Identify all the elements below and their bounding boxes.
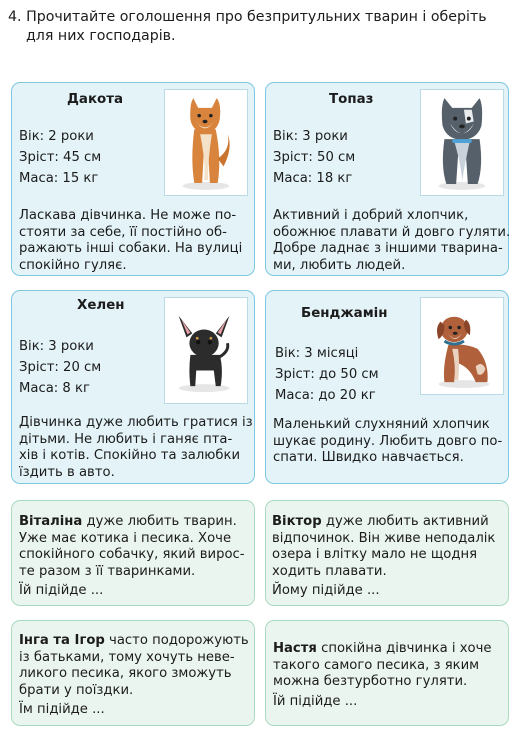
owner-card-nastia — [265, 620, 509, 726]
dog-age: Вік: 2 роки — [19, 129, 94, 144]
dog-weight: Маса: 8 кг — [19, 381, 90, 396]
owner-name: Віталіна — [19, 514, 83, 529]
dog-name: Бенджамін — [301, 306, 388, 321]
dog-age: Вік: 3 роки — [273, 129, 348, 144]
owner-text: Інга та Ігор часто подорожують із батьками, тому хочуть неве- ликого песика, якого зможуть брати у поїздки. Їм підійде ... — [19, 633, 249, 717]
dog-weight: Маса: 18 кг — [273, 171, 353, 186]
dog-name: Топаз — [329, 92, 374, 107]
task-number: 4. — [8, 9, 22, 25]
task-instruction — [8, 8, 518, 46]
dog-stats — [19, 336, 101, 399]
dog-stats — [275, 343, 379, 406]
owner-answer-prompt: Їй підійде ... — [19, 583, 104, 598]
dog-stats — [19, 126, 101, 189]
dog-weight: Маса: 15 кг — [19, 171, 99, 186]
owner-text: Віталіна дуже любить тварин. Уже має котика і песика. Хоче спокійного собачку, який вирос- те разом з її тваринками. Їй підійде ... — [19, 514, 245, 598]
task-text-line2: для них господарів. — [26, 28, 176, 44]
task-text-line1: Прочитайте оголошення про безпритульних тварин і оберіть — [26, 9, 487, 25]
owner-name: Віктор — [272, 514, 322, 529]
owner-card-viktor — [265, 500, 509, 606]
dog-height: Зріст: 20 см — [19, 360, 102, 375]
dog-description: Дівчинка дуже любить гратися із дітьми. Не любить і ганяє пта- хів і котів. Спокійно та залюбки їздить в авто. — [19, 415, 253, 480]
owner-answer-prompt: Їй підійде ... — [273, 693, 358, 709]
dog-card-dakota — [11, 82, 255, 276]
owner-answer-prompt: Йому підійде ... — [272, 583, 380, 598]
dog-card-benjamin — [265, 290, 509, 484]
owner-card-vitalina — [11, 500, 255, 606]
dog-name: Хелен — [77, 298, 125, 313]
chihuahua-dog-icon — [164, 297, 248, 404]
owner-text: Віктор дуже любить активний відпочинок. Він живе неподалік озера і влітку мало не щодня ходить плавати. Йому підійде ... — [272, 514, 496, 598]
shiba-dog-icon — [164, 89, 248, 196]
husky-dog-icon — [420, 89, 504, 196]
dog-weight: Маса: до 20 кг — [275, 388, 376, 403]
dog-height: Зріст: до 50 см — [275, 367, 379, 382]
dog-card-topaz — [265, 82, 509, 276]
owner-name: Інга та Ігор — [19, 633, 105, 648]
owner-answer-prompt: Їм підійде ... — [19, 702, 105, 717]
puppy-dog-icon — [420, 297, 504, 395]
dog-age: Вік: 3 роки — [19, 339, 94, 354]
owner-text: Настя спокійна дівчинка і хоче такого самого песика, з яким можна безтурботно гуляти. Їй підійде ... — [273, 641, 492, 709]
owner-card-inga-ihor — [11, 620, 255, 726]
dog-name: Дакота — [67, 92, 124, 107]
dog-height: Зріст: 45 см — [19, 150, 102, 165]
dog-card-helen — [11, 290, 255, 484]
dog-age: Вік: 3 місяці — [275, 346, 359, 361]
dog-description: Ласкава дівчинка. Не може по- стояти за себе, її постійно об- ражають інші собаки. На вулиці спокійно гуляє. — [19, 208, 243, 273]
dog-description: Активний і добрий хлопчик, обожнює плавати й довго гуляти. Добре ладнає з іншими тварина- ми, любить людей. — [273, 208, 511, 273]
dog-description: Маленький слухняний хлопчик шукає родину. Любить довго по- спати. Швидко навчається. — [273, 417, 503, 465]
owner-name: Настя — [273, 641, 317, 656]
dog-height: Зріст: 50 см — [273, 150, 356, 165]
dog-stats — [273, 126, 355, 189]
